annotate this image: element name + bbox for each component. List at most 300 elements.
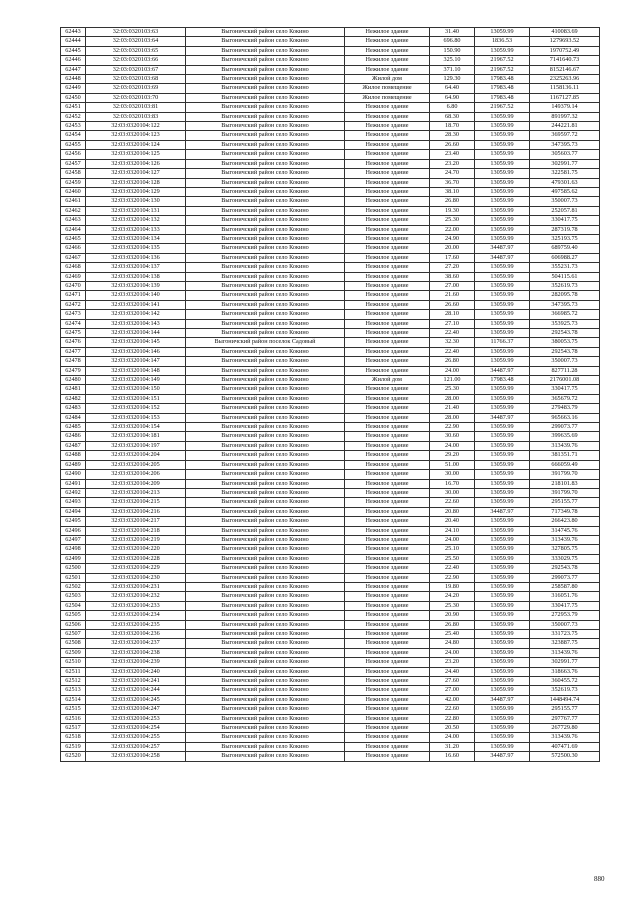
area-cell: 28.30 — [430, 131, 475, 140]
rate-cell: 13059.99 — [475, 225, 530, 234]
table-row — [61, 300, 600, 309]
table-row — [61, 347, 600, 356]
area-cell: 371.10 — [430, 65, 475, 74]
cadastral-value-cell: 292543.78 — [530, 347, 600, 356]
object-type-cell: Нежилое здание — [345, 385, 430, 394]
cadastral-value-cell: 504115.61 — [530, 272, 600, 281]
address-cell: Выгоничский район село Кокино — [186, 291, 345, 300]
table-row — [61, 582, 600, 591]
area-cell: 16.60 — [430, 752, 475, 761]
cadastral-number-cell: 32:03:0320104:255 — [86, 733, 186, 742]
area-cell: 30.00 — [430, 488, 475, 497]
cadastral-value-cell: 292543.78 — [530, 329, 600, 338]
cadastral-value-cell: 218101.83 — [530, 479, 600, 488]
object-type-cell: Нежилое здание — [345, 310, 430, 319]
object-type-cell: Нежилое здание — [345, 159, 430, 168]
cadastral-value-cell: 407471.69 — [530, 742, 600, 751]
cadastral-number-cell: 32:03:0320104:133 — [86, 225, 186, 234]
address-cell: Выгоничский район село Кокино — [186, 658, 345, 667]
cadastral-value-cell: 330417.75 — [530, 385, 600, 394]
row-number-cell: 62465 — [61, 234, 86, 243]
area-cell: 32.30 — [430, 338, 475, 347]
row-number-cell: 62492 — [61, 488, 86, 497]
area-cell: 325.10 — [430, 56, 475, 65]
table-row — [61, 28, 600, 37]
cadastral-value-cell: 350007.73 — [530, 197, 600, 206]
object-type-cell: Нежилое здание — [345, 677, 430, 686]
cadastral-value-cell: 497585.62 — [530, 187, 600, 196]
row-number-cell: 62491 — [61, 479, 86, 488]
table-row — [61, 554, 600, 563]
cadastral-value-cell: 7141640.73 — [530, 56, 600, 65]
row-number-cell: 62503 — [61, 592, 86, 601]
row-number-cell: 62493 — [61, 498, 86, 507]
cadastral-value-cell: 347395.73 — [530, 140, 600, 149]
cadastral-number-cell: 32:03:0320104:230 — [86, 573, 186, 582]
address-cell: Выгоничский район село Кокино — [186, 28, 345, 37]
area-cell: 24.00 — [430, 535, 475, 544]
table-row — [61, 648, 600, 657]
table-row — [61, 338, 600, 347]
area-cell: 24.00 — [430, 733, 475, 742]
object-type-cell: Нежилое здание — [345, 300, 430, 309]
rate-cell: 13059.99 — [475, 300, 530, 309]
area-cell: 25.30 — [430, 601, 475, 610]
cadastral-value-cell: 333029.75 — [530, 554, 600, 563]
rate-cell: 13059.99 — [475, 648, 530, 657]
cadastral-value-cell: 327805.75 — [530, 545, 600, 554]
area-cell: 38.60 — [430, 272, 475, 281]
rate-cell: 13059.99 — [475, 573, 530, 582]
address-cell: Выгоничский район село Кокино — [186, 140, 345, 149]
cadastral-number-cell: 32:03:0320104:217 — [86, 517, 186, 526]
row-number-cell: 62460 — [61, 187, 86, 196]
cadastral-number-cell: 32:03:0320104:135 — [86, 244, 186, 253]
area-cell: 24.40 — [430, 667, 475, 676]
rate-cell: 21967.52 — [475, 65, 530, 74]
cadastral-number-cell: 32:03:0320104:257 — [86, 742, 186, 751]
area-cell: 26.80 — [430, 357, 475, 366]
object-type-cell: Нежилое здание — [345, 686, 430, 695]
area-cell: 27.00 — [430, 686, 475, 695]
row-number-cell: 62458 — [61, 169, 86, 178]
area-cell: 26.80 — [430, 620, 475, 629]
table-row — [61, 564, 600, 573]
area-cell: 27.20 — [430, 263, 475, 272]
object-type-cell: Нежилое здание — [345, 554, 430, 563]
rate-cell: 13059.99 — [475, 677, 530, 686]
rate-cell: 13059.99 — [475, 46, 530, 55]
row-number-cell: 62446 — [61, 56, 86, 65]
cadastral-value-cell: 316051.76 — [530, 592, 600, 601]
rate-cell: 13059.99 — [475, 545, 530, 554]
rate-cell: 13059.99 — [475, 667, 530, 676]
table-row — [61, 319, 600, 328]
cadastral-number-cell: 32:03:0320104:245 — [86, 695, 186, 704]
rate-cell: 34487.97 — [475, 413, 530, 422]
row-number-cell: 62480 — [61, 376, 86, 385]
rate-cell: 13059.99 — [475, 714, 530, 723]
address-cell: Выгоничский район село Кокино — [186, 75, 345, 84]
rate-cell: 13059.99 — [475, 169, 530, 178]
rate-cell: 13059.99 — [475, 197, 530, 206]
address-cell: Выгоничский район село Кокино — [186, 667, 345, 676]
address-cell: Выгоничский район село Кокино — [186, 131, 345, 140]
rate-cell: 17983.48 — [475, 93, 530, 102]
rate-cell: 13059.99 — [475, 187, 530, 196]
row-number-cell: 62484 — [61, 413, 86, 422]
area-cell: 24.80 — [430, 639, 475, 648]
row-number-cell: 62444 — [61, 37, 86, 46]
cadastral-number-cell: 32:03:0320104:126 — [86, 159, 186, 168]
cadastral-number-cell: 32:03:0320104:154 — [86, 423, 186, 432]
cadastral-value-cell: 369597.72 — [530, 131, 600, 140]
row-number-cell: 62447 — [61, 65, 86, 74]
table-row — [61, 169, 600, 178]
address-cell: Выгоничский район село Кокино — [186, 742, 345, 751]
rate-cell: 13059.99 — [475, 686, 530, 695]
area-cell: 22.90 — [430, 423, 475, 432]
cadastral-value-cell: 252057.81 — [530, 206, 600, 215]
area-cell: 68.30 — [430, 112, 475, 121]
object-type-cell: Нежилое здание — [345, 206, 430, 215]
cadastral-number-cell: 32:03:0320104:143 — [86, 319, 186, 328]
row-number-cell: 62476 — [61, 338, 86, 347]
object-type-cell: Нежилое здание — [345, 291, 430, 300]
cadastral-number-cell: 32:03:0320104:152 — [86, 404, 186, 413]
object-type-cell: Жилой дом — [345, 376, 430, 385]
area-cell: 30.00 — [430, 470, 475, 479]
cadastral-value-cell: 347395.73 — [530, 300, 600, 309]
cadastral-number-cell: 32:03:0320104:144 — [86, 329, 186, 338]
cadastral-number-cell: 32:03:0320104:232 — [86, 592, 186, 601]
rate-cell: 21967.52 — [475, 56, 530, 65]
table-row — [61, 385, 600, 394]
address-cell: Выгоничский район село Кокино — [186, 554, 345, 563]
area-cell: 36.70 — [430, 178, 475, 187]
cadastral-number-cell: 32:03:0320104:247 — [86, 705, 186, 714]
cadastral-value-cell: 365679.72 — [530, 394, 600, 403]
address-cell: Выгоничский район село Кокино — [186, 498, 345, 507]
area-cell: 19.80 — [430, 582, 475, 591]
table-row — [61, 733, 600, 742]
cadastral-value-cell: 313439.76 — [530, 535, 600, 544]
row-number-cell: 62516 — [61, 714, 86, 723]
object-type-cell: Нежилое здание — [345, 253, 430, 262]
object-type-cell: Жилое помещение — [345, 84, 430, 93]
row-number-cell: 62515 — [61, 705, 86, 714]
area-cell: 24.90 — [430, 234, 475, 243]
row-number-cell: 62489 — [61, 460, 86, 469]
area-cell: 22.00 — [430, 225, 475, 234]
address-cell: Выгоничский район село Кокино — [186, 517, 345, 526]
rate-cell: 34487.97 — [475, 253, 530, 262]
cadastral-number-cell: 32:03:0320104:238 — [86, 648, 186, 657]
address-cell: Выгоничский район село Кокино — [186, 357, 345, 366]
object-type-cell: Нежилое здание — [345, 347, 430, 356]
row-number-cell: 62495 — [61, 517, 86, 526]
table-row — [61, 695, 600, 704]
table-row — [61, 150, 600, 159]
address-cell: Выгоничский район село Кокино — [186, 488, 345, 497]
address-cell: Выгоничский район село Кокино — [186, 423, 345, 432]
rate-cell: 21967.52 — [475, 103, 530, 112]
cadastral-value-cell: 391799.70 — [530, 488, 600, 497]
table-row — [61, 714, 600, 723]
object-type-cell: Нежилое здание — [345, 479, 430, 488]
rate-cell: 13059.99 — [475, 112, 530, 121]
cadastral-value-cell: 1158136.11 — [530, 84, 600, 93]
address-cell: Выгоничский район село Кокино — [186, 601, 345, 610]
table-row — [61, 620, 600, 629]
object-type-cell: Нежилое здание — [345, 263, 430, 272]
area-cell: 24.20 — [430, 592, 475, 601]
object-type-cell: Нежилое здание — [345, 460, 430, 469]
table-row — [61, 630, 600, 639]
rate-cell: 13059.99 — [475, 470, 530, 479]
table-row — [61, 394, 600, 403]
object-type-cell: Нежилое здание — [345, 573, 430, 582]
address-cell: Выгоничский район село Кокино — [186, 150, 345, 159]
rate-cell: 13059.99 — [475, 206, 530, 215]
table-row — [61, 46, 600, 55]
table-row — [61, 197, 600, 206]
cadastral-value-cell: 279483.79 — [530, 404, 600, 413]
cadastral-value-cell: 313439.76 — [530, 648, 600, 657]
table-row — [61, 592, 600, 601]
object-type-cell: Нежилое здание — [345, 432, 430, 441]
table-row — [61, 724, 600, 733]
address-cell: Выгоничский район село Кокино — [186, 244, 345, 253]
cadastral-number-cell: 32:03:0320104:136 — [86, 253, 186, 262]
row-number-cell: 62445 — [61, 46, 86, 55]
rate-cell: 13059.99 — [475, 639, 530, 648]
table-row — [61, 310, 600, 319]
cadastral-number-cell: 32:03:0320103:65 — [86, 46, 186, 55]
cadastral-value-cell: 1279693.52 — [530, 37, 600, 46]
address-cell: Выгоничский район село Кокино — [186, 413, 345, 422]
row-number-cell: 62469 — [61, 272, 86, 281]
cadastral-number-cell: 32:03:0320104:215 — [86, 498, 186, 507]
cadastral-value-cell: 965663.16 — [530, 413, 600, 422]
cadastral-number-cell: 32:03:0320104:253 — [86, 714, 186, 723]
area-cell: 26.60 — [430, 300, 475, 309]
table-row — [61, 225, 600, 234]
rate-cell: 13059.99 — [475, 404, 530, 413]
cadastral-number-cell: 32:03:0320104:234 — [86, 611, 186, 620]
table-row — [61, 37, 600, 46]
row-number-cell: 62452 — [61, 112, 86, 121]
object-type-cell: Нежилое здание — [345, 197, 430, 206]
area-cell: 22.60 — [430, 705, 475, 714]
address-cell: Выгоничский район село Кокино — [186, 65, 345, 74]
cadastral-number-cell: 32:03:0320103:70 — [86, 93, 186, 102]
object-type-cell: Нежилое здание — [345, 187, 430, 196]
object-type-cell: Нежилое здание — [345, 122, 430, 131]
cadastral-value-cell: 299073.77 — [530, 423, 600, 432]
area-cell: 696.80 — [430, 37, 475, 46]
object-type-cell: Нежилое здание — [345, 150, 430, 159]
area-cell: 51.00 — [430, 460, 475, 469]
rate-cell: 34487.97 — [475, 366, 530, 375]
area-cell: 27.60 — [430, 677, 475, 686]
table-row — [61, 441, 600, 450]
address-cell: Выгоничский район село Кокино — [186, 300, 345, 309]
address-cell: Выгоничский район село Кокино — [186, 310, 345, 319]
cadastral-number-cell: 32:03:0320104:124 — [86, 140, 186, 149]
cadastral-number-cell: 32:03:0320103:68 — [86, 75, 186, 84]
rate-cell: 17983.48 — [475, 376, 530, 385]
cadastral-number-cell: 32:03:0320104:142 — [86, 310, 186, 319]
address-cell: Выгоничский район село Кокино — [186, 329, 345, 338]
cadastral-value-cell: 479301.63 — [530, 178, 600, 187]
table-row — [61, 234, 600, 243]
rate-cell: 1836.53 — [475, 37, 530, 46]
row-number-cell: 62504 — [61, 601, 86, 610]
address-cell: Выгоничский район село Кокино — [186, 545, 345, 554]
cadastral-number-cell: 32:03:0320104:148 — [86, 366, 186, 375]
address-cell: Выгоничский район село Кокино — [186, 582, 345, 591]
row-number-cell: 62443 — [61, 28, 86, 37]
cadastral-value-cell: 352619.73 — [530, 686, 600, 695]
address-cell: Выгоничский район село Кокино — [186, 686, 345, 695]
cadastral-number-cell: 32:03:0320104:138 — [86, 272, 186, 281]
object-type-cell: Нежилое здание — [345, 234, 430, 243]
address-cell: Выгоничский район село Кокино — [186, 159, 345, 168]
row-number-cell: 62457 — [61, 159, 86, 168]
rate-cell: 17983.48 — [475, 75, 530, 84]
row-number-cell: 62461 — [61, 197, 86, 206]
area-cell: 25.50 — [430, 554, 475, 563]
cadastral-value-cell: 572500.30 — [530, 752, 600, 761]
table-row — [61, 281, 600, 290]
area-cell: 6.80 — [430, 103, 475, 112]
object-type-cell: Нежилое здание — [345, 37, 430, 46]
cadastral-number-cell: 32:03:0320103:67 — [86, 65, 186, 74]
table-row — [61, 601, 600, 610]
object-type-cell: Жилой дом — [345, 75, 430, 84]
cadastral-value-cell: 305603.77 — [530, 150, 600, 159]
object-type-cell: Нежилое здание — [345, 319, 430, 328]
cadastral-number-cell: 32:03:0320103:81 — [86, 103, 186, 112]
address-cell: Выгоничский район село Кокино — [186, 432, 345, 441]
area-cell: 23.40 — [430, 150, 475, 159]
row-number-cell: 62517 — [61, 724, 86, 733]
cadastral-number-cell: 32:03:0320104:236 — [86, 630, 186, 639]
address-cell: Выгоничский район село Кокино — [186, 366, 345, 375]
cadastral-value-cell: 399635.69 — [530, 432, 600, 441]
area-cell: 25.10 — [430, 545, 475, 554]
address-cell: Выгоничский район село Кокино — [186, 281, 345, 290]
object-type-cell: Нежилое здание — [345, 366, 430, 375]
object-type-cell: Нежилое здание — [345, 281, 430, 290]
rate-cell: 13059.99 — [475, 441, 530, 450]
cadastral-number-cell: 32:03:0320104:244 — [86, 686, 186, 695]
area-cell: 20.90 — [430, 611, 475, 620]
rate-cell: 13059.99 — [475, 28, 530, 37]
row-number-cell: 62467 — [61, 253, 86, 262]
cadastral-number-cell: 32:03:0320104:237 — [86, 639, 186, 648]
cadastral-value-cell: 287319.78 — [530, 225, 600, 234]
rate-cell: 13059.99 — [475, 385, 530, 394]
area-cell: 22.90 — [430, 573, 475, 582]
object-type-cell: Нежилое здание — [345, 272, 430, 281]
rate-cell: 13059.99 — [475, 705, 530, 714]
object-type-cell: Нежилое здание — [345, 244, 430, 253]
object-type-cell: Нежилое здание — [345, 423, 430, 432]
address-cell: Выгоничский район село Кокино — [186, 225, 345, 234]
address-cell: Выгоничский район село Кокино — [186, 93, 345, 102]
row-number-cell: 62475 — [61, 329, 86, 338]
table-body — [61, 28, 600, 762]
cadastral-value-cell: 891997.32 — [530, 112, 600, 121]
address-cell: Выгоничский район село Кокино — [186, 479, 345, 488]
address-cell: Выгоничский район село Кокино — [186, 37, 345, 46]
table-row — [61, 206, 600, 215]
rate-cell: 11766.37 — [475, 338, 530, 347]
row-number-cell: 62502 — [61, 582, 86, 591]
table-row — [61, 366, 600, 375]
row-number-cell: 62473 — [61, 310, 86, 319]
rate-cell: 13059.99 — [475, 517, 530, 526]
cadastral-value-cell: 244221.81 — [530, 122, 600, 131]
row-number-cell: 62472 — [61, 300, 86, 309]
table-row — [61, 404, 600, 413]
object-type-cell: Нежилое здание — [345, 178, 430, 187]
address-cell: Выгоничский район село Кокино — [186, 187, 345, 196]
object-type-cell: Нежилое здание — [345, 394, 430, 403]
cadastral-number-cell: 32:03:0320104:139 — [86, 281, 186, 290]
area-cell: 129.30 — [430, 75, 475, 84]
rate-cell: 13059.99 — [475, 310, 530, 319]
cadastral-value-cell: 330417.75 — [530, 216, 600, 225]
table-row — [61, 187, 600, 196]
cadastral-value-cell: 295155.77 — [530, 705, 600, 714]
cadastral-value-cell: 330417.75 — [530, 601, 600, 610]
table-row — [61, 244, 600, 253]
rate-cell: 13059.99 — [475, 611, 530, 620]
object-type-cell: Нежилое здание — [345, 216, 430, 225]
table-row — [61, 470, 600, 479]
address-cell: Выгоничский район село Кокино — [186, 376, 345, 385]
row-number-cell: 62464 — [61, 225, 86, 234]
rate-cell: 13059.99 — [475, 733, 530, 742]
cadastral-number-cell: 32:03:0320103:66 — [86, 56, 186, 65]
address-cell: Выгоничский район село Кокино — [186, 122, 345, 131]
object-type-cell: Нежилое здание — [345, 724, 430, 733]
area-cell: 21.40 — [430, 404, 475, 413]
cadastral-value-cell: 2176001.08 — [530, 376, 600, 385]
cadastral-value-cell: 355231.73 — [530, 263, 600, 272]
table-row — [61, 498, 600, 507]
cadastral-number-cell: 32:03:0320103:63 — [86, 28, 186, 37]
table-row — [61, 413, 600, 422]
object-type-cell: Нежилое здание — [345, 630, 430, 639]
row-number-cell: 62478 — [61, 357, 86, 366]
table-row — [61, 93, 600, 102]
table-row — [61, 291, 600, 300]
rate-cell: 34487.97 — [475, 507, 530, 516]
rate-cell: 13059.99 — [475, 488, 530, 497]
area-cell: 150.90 — [430, 46, 475, 55]
cadastral-value-cell: 325193.75 — [530, 234, 600, 243]
object-type-cell: Нежилое здание — [345, 140, 430, 149]
row-number-cell: 62507 — [61, 630, 86, 639]
address-cell: Выгоничский район село Кокино — [186, 404, 345, 413]
object-type-cell: Нежилое здание — [345, 526, 430, 535]
cadastral-value-cell: 299073.77 — [530, 573, 600, 582]
cadastral-number-cell: 32:03:0320104:153 — [86, 413, 186, 422]
